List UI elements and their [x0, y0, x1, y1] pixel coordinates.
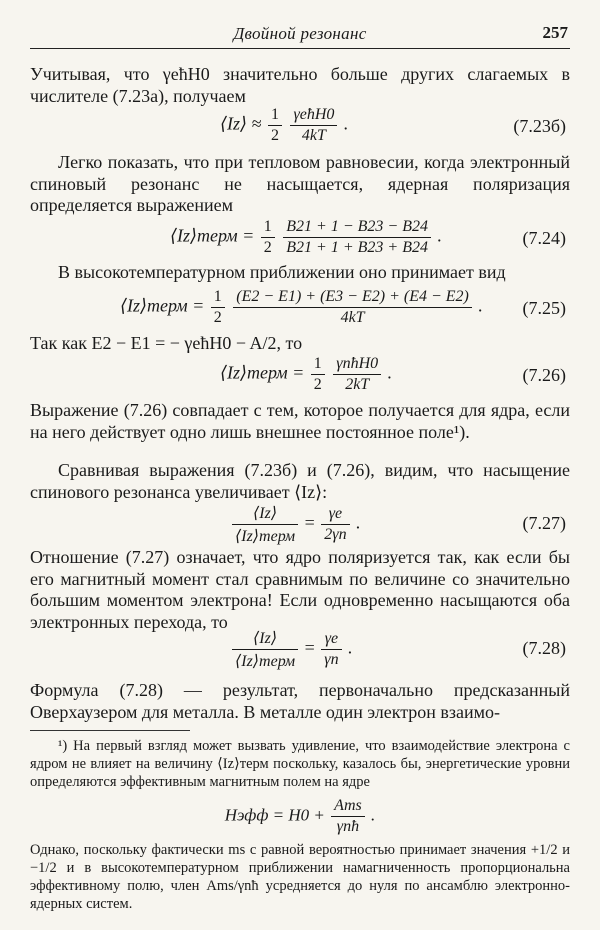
- coef-num: 1: [268, 106, 282, 126]
- coef-den: 2: [213, 309, 222, 326]
- fraction-numerator: B21 + 1 − B23 − B24: [283, 218, 431, 238]
- fraction-numerator: γe: [321, 630, 341, 650]
- fraction-numerator: γe: [321, 505, 349, 525]
- paragraph-2: Легко показать, что при тепловом равновесии, когда электронный спиновый резонанс не насыщается, ядерная поляризация определяется выражением: [30, 152, 570, 215]
- paragraph-4: Так как E2 − E1 = − γeħH0 − A/2, то: [30, 333, 303, 353]
- fraction-denominator: ⟨Iz⟩терм: [235, 653, 296, 670]
- coef-num: 1: [311, 355, 325, 375]
- fraction-denominator: B21 + 1 + B23 + B24: [286, 239, 428, 256]
- eq-lhs: ⟨Iz⟩терм =: [120, 295, 205, 316]
- equation-label: (7.26): [522, 365, 566, 385]
- coef-num: 1: [261, 218, 275, 238]
- paragraph-1: Учитывая, что γeħH0 значительно больше других слагаемых в числителе (7.23а), получаем: [30, 64, 570, 106]
- footnote-text-2: Однако, поскольку фактически ms с равной вероятностью принимает значения +1/2 и −1/2 и в высокотемпературном приближении намагниченность пропорциональна эффективному полю, член Ams/γnħ усредняется до нуля по ансамблю электронно-ядерных систем.: [30, 842, 570, 912]
- eq-tail: .: [348, 637, 353, 658]
- eq-lhs: ⟨Iz⟩терм =: [220, 362, 305, 383]
- fraction-numerator: γnħH0: [333, 355, 381, 375]
- fraction-denominator: 4kT: [301, 127, 326, 144]
- equation-7-25: [30, 288, 570, 332]
- running-title: Двойной резонанс: [233, 24, 367, 43]
- equation-7-23b: [30, 106, 570, 150]
- equation-label: (7.24): [522, 228, 566, 248]
- footnote-text-1: ¹) На первый взгляд может вызвать удивление, что взаимодействие электрона с ядром не влияет на величину ⟨Iz⟩терм поскольку, казалось бы, энергетические уровни определяются эффективным магнитным полем на ядре: [30, 738, 570, 790]
- eq-tail: .: [478, 295, 483, 316]
- fraction-numerator: γeħH0: [290, 106, 337, 126]
- equation-label: (7.25): [522, 298, 566, 318]
- paragraph-8: Формула (7.28) — результат, первоначально предсказанный Оверхаузером для металла. В металле один электрон взаимо-: [30, 680, 570, 722]
- running-header: [30, 22, 570, 49]
- equation-label: (7.27): [522, 513, 566, 533]
- fraction-numerator: ⟨Iz⟩: [232, 503, 298, 525]
- coef-num: 1: [211, 288, 225, 308]
- footnote-rule: [30, 730, 190, 731]
- coef-den: 2: [263, 239, 272, 256]
- fraction-numerator: Ams: [331, 797, 365, 817]
- equation-7-27: [30, 503, 570, 547]
- fraction-denominator: γnħ: [336, 818, 360, 835]
- fraction-denominator: 4kT: [340, 309, 365, 326]
- fraction-numerator: ⟨Iz⟩: [232, 628, 298, 650]
- eq-lhs: ⟨Iz⟩ ≈: [220, 113, 262, 134]
- equation-7-28: [30, 628, 570, 672]
- paragraph-3: В высокотемпературном приближении оно принимает вид: [58, 262, 506, 282]
- equals-sign: =: [304, 637, 315, 658]
- eq-tail: .: [387, 362, 393, 383]
- paragraph-7: Отношение (7.27) означает, что ядро поляризуется так, как если бы его магнитный момент стал сравнимым по величине со значительно большим моментом электрона! Если одновременно насыщаются оба электронных перехода, то: [30, 547, 570, 632]
- fraction-denominator: 2γn: [324, 526, 347, 543]
- footnote-eq-lhs: Hэфф = H0 +: [224, 805, 325, 825]
- eq-lhs: ⟨Iz⟩терм =: [170, 225, 255, 246]
- fraction-numerator: (E2 − E1) + (E3 − E2) + (E4 − E2): [233, 288, 472, 308]
- eq-tail: .: [356, 512, 361, 533]
- fraction-denominator: γn: [324, 651, 339, 668]
- equation-label: (7.23б): [513, 116, 566, 136]
- fraction-denominator: 2kT: [345, 376, 370, 393]
- equals-sign: =: [304, 512, 315, 533]
- equation-label: (7.28): [522, 638, 566, 658]
- page-number: 257: [542, 23, 568, 42]
- coef-den: 2: [313, 376, 322, 393]
- paragraph-5: Выражение (7.26) совпадает с тем, которое получается для ядра, если на него действует одно лишь внешнее постоянное поле¹).: [30, 400, 570, 442]
- eq-tail: .: [343, 113, 349, 134]
- eq-tail: .: [437, 225, 442, 246]
- footnote-equation: [30, 797, 570, 837]
- equation-7-24: [30, 218, 570, 262]
- equation-7-26: [30, 355, 570, 399]
- paragraph-6: Сравнивая выражения (7.23б) и (7.26), видим, что насыщение спинового резонанса увеличивает ⟨Iz⟩:: [30, 460, 570, 502]
- footnote-eq-tail: .: [370, 805, 376, 825]
- fraction-denominator: ⟨Iz⟩терм: [235, 528, 296, 545]
- coef-den: 2: [270, 127, 279, 144]
